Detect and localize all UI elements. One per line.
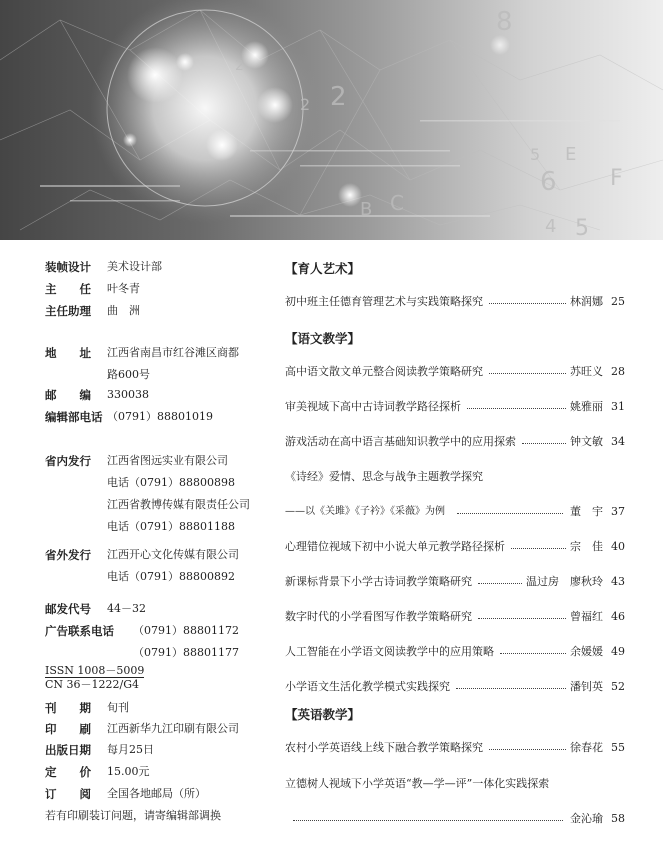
masthead-label: 定 价: [45, 765, 91, 779]
article-page: 55: [611, 741, 625, 754]
issn-cn-block: [45, 664, 144, 692]
article-author: 潘钊英: [570, 680, 603, 693]
article-title: 数字时代的小学看图写作教学策略研究: [285, 610, 472, 623]
masthead-label: 出版日期: [45, 743, 91, 757]
article-entry: [285, 434, 625, 450]
article-author: 余媛媛: [570, 645, 603, 658]
masthead-note: 若有印刷装订问题，请寄编辑部调换: [45, 809, 221, 822]
masthead-value: 旬刊: [107, 701, 129, 714]
article-author: 董 宇: [570, 505, 603, 518]
leader-dots: [293, 811, 563, 821]
masthead-value: 叶冬青: [107, 282, 140, 295]
article-title: 游戏活动在高中语言基础知识教学中的应用探索: [285, 435, 516, 448]
masthead-value: 全国各地邮局（所）: [107, 787, 206, 800]
article-author: 姚雅丽: [570, 400, 603, 413]
masthead-value: 每月25日: [107, 743, 154, 756]
svg-text:C: C: [390, 191, 404, 215]
article-title: 《诗经》爱情、思念与战争主题教学探究: [285, 470, 483, 483]
article-author: 曾福红: [570, 610, 603, 623]
article-page: 37: [611, 505, 625, 518]
svg-text:2: 2: [330, 82, 347, 112]
leader-dots: [522, 434, 566, 444]
svg-text:8: 8: [496, 7, 513, 37]
masthead-value: 电话（0791）88800892: [107, 570, 235, 583]
article-entry: [285, 294, 625, 310]
masthead-value: 15.00元: [107, 765, 150, 778]
article-author: 温过房 廖秋玲: [526, 575, 603, 588]
article-entry: [285, 539, 625, 555]
leader-dots: [457, 504, 563, 514]
leader-dots: [511, 539, 566, 549]
article-entry: [285, 469, 625, 485]
svg-text:E: E: [565, 144, 577, 165]
article-page: 52: [611, 680, 625, 693]
article-page: 49: [611, 645, 625, 658]
masthead-label: 印 刷: [45, 722, 91, 736]
masthead-label: 省外发行: [45, 548, 91, 562]
masthead-value: 江西省图远实业有限公司: [107, 454, 228, 467]
masthead-value: （0791）88801019: [107, 410, 213, 423]
article-author: 金沁瑜: [570, 812, 603, 825]
article-entry: [285, 364, 625, 380]
masthead-value: 330038: [107, 388, 149, 401]
masthead-label: 编辑部电话: [45, 410, 103, 424]
masthead-label: 订 阅: [45, 787, 91, 801]
article-author: 宗 佳: [570, 540, 603, 553]
svg-text:F: F: [610, 166, 623, 191]
svg-text:2: 2: [235, 58, 244, 74]
article-page: 46: [611, 610, 625, 623]
svg-text:4: 4: [545, 216, 557, 237]
masthead-label: 刊 期: [45, 701, 91, 715]
section-heading: 【育人艺术】: [285, 261, 361, 276]
masthead-label: 省内发行: [45, 454, 91, 468]
leader-dots: [467, 399, 566, 409]
article-entry: [285, 399, 625, 415]
cn-number: CN 36－1222/G4: [45, 678, 140, 691]
leader-dots: [478, 574, 522, 584]
article-author: 林润娜: [570, 295, 603, 308]
masthead-value: 电话（0791）88801188: [107, 520, 235, 533]
masthead-value: 电话（0791）88800898: [107, 476, 235, 489]
banner-graphic: [0, 0, 663, 240]
masthead-value: （0791）88801177: [133, 646, 239, 659]
svg-text:B: B: [360, 199, 373, 220]
article-title: 人工智能在小学语文阅读教学中的应用策略: [285, 645, 494, 658]
svg-text:5: 5: [530, 145, 541, 164]
article-page: 40: [611, 540, 625, 553]
article-page: 43: [611, 575, 625, 588]
leader-dots: [489, 364, 566, 374]
masthead-label: 装帧设计: [45, 260, 91, 274]
issn-number: ISSN 1008－5009: [45, 664, 145, 677]
article-entry: [285, 740, 625, 756]
masthead-label: 主任助理: [45, 304, 91, 318]
masthead-value: 江西省南昌市红谷滩区商都: [107, 346, 239, 359]
article-page: 25: [611, 295, 625, 308]
leader-dots: [489, 740, 566, 750]
article-title: 立德树人视域下小学英语“教—学—评”一体化实践探索: [285, 777, 550, 790]
article-page: 34: [611, 435, 625, 448]
article-title: 新课标背景下小学古诗词教学策略研究: [285, 575, 472, 588]
article-entry: [285, 776, 625, 792]
masthead-label: 地 址: [45, 346, 91, 360]
masthead-value: 江西省教博传媒有限责任公司: [107, 498, 250, 511]
svg-text:6: 6: [540, 167, 557, 197]
article-title: 审美视域下高中古诗词教学路径探析: [285, 400, 461, 413]
masthead-value: 江西开心文化传媒有限公司: [107, 548, 239, 561]
section-heading: 【英语教学】: [285, 707, 361, 722]
article-entry-line2: [285, 504, 625, 520]
article-page: 31: [611, 400, 625, 413]
article-entry: [285, 679, 625, 695]
masthead-label: 邮发代号: [45, 602, 91, 616]
article-page: 28: [611, 365, 625, 378]
masthead-label: 邮 编: [45, 388, 91, 402]
article-page: 58: [611, 812, 625, 825]
svg-text:2: 2: [300, 95, 311, 114]
section-heading: 【语文教学】: [285, 331, 361, 346]
leader-dots: [500, 644, 566, 654]
leader-dots: [456, 679, 566, 689]
article-entry: [285, 609, 625, 625]
masthead-value: 44－32: [107, 602, 146, 615]
masthead-value: 路600号: [107, 368, 150, 381]
cover-banner-image: [0, 0, 663, 240]
article-author: 钟文敏: [570, 435, 603, 448]
masthead-label: 广告联系电话: [45, 624, 114, 638]
masthead-value: 美术设计部: [107, 260, 162, 273]
article-entry: [285, 574, 625, 590]
article-title: 农村小学英语线上线下融合教学策略探究: [285, 741, 483, 754]
article-author: 徐春花: [570, 741, 603, 754]
article-entry-line2: [285, 811, 625, 827]
svg-text:5: 5: [575, 216, 589, 240]
article-title: 初中班主任德育管理艺术与实践策略探究: [285, 295, 483, 308]
masthead-value: 曲 洲: [107, 304, 140, 317]
article-title: 小学语文生活化教学模式实践探究: [285, 680, 450, 693]
article-author: 苏旺义: [570, 365, 603, 378]
article-entry: [285, 644, 625, 660]
article-title: 高中语文散文单元整合阅读教学策略研究: [285, 365, 483, 378]
masthead-label: 主 任: [45, 282, 91, 296]
masthead-value: （0791）88801172: [133, 624, 239, 637]
masthead-value: 江西新华九江印刷有限公司: [107, 722, 239, 735]
article-title: 心理错位视域下初中小说大单元教学路径探析: [285, 540, 505, 553]
article-subtitle: ——以《关雎》《子衿》《采薇》为例: [285, 506, 445, 517]
leader-dots: [489, 294, 566, 304]
leader-dots: [478, 609, 566, 619]
